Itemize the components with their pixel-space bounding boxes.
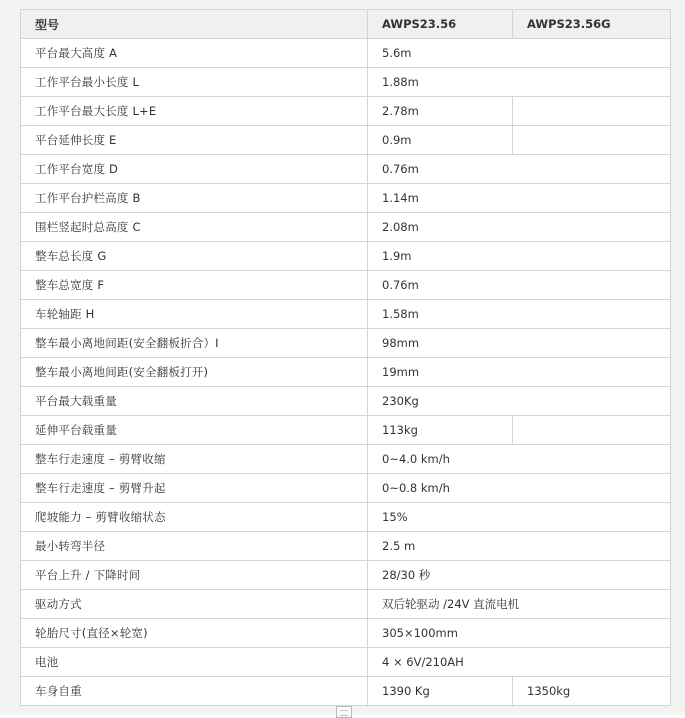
spec-value: 双后轮驱动 /24V 直流电机	[368, 590, 671, 619]
spec-value: 5.6m	[368, 39, 671, 68]
broken-image-icon	[336, 706, 352, 718]
spec-value: 1.9m	[368, 242, 671, 271]
table-row	[21, 590, 671, 619]
spec-value: 0.76m	[368, 271, 671, 300]
table-row	[21, 300, 671, 329]
spec-label: 工作平台护栏高度 B	[21, 184, 368, 213]
spec-label: 整车行走速度 – 剪臂收缩	[21, 445, 368, 474]
spec-value: 1.14m	[368, 184, 671, 213]
spec-label: 平台最大载重量	[21, 387, 368, 416]
table-row	[21, 358, 671, 387]
spec-value: 2.5 m	[368, 532, 671, 561]
spec-value: 1350kg	[513, 677, 671, 706]
spec-value: 1.88m	[368, 68, 671, 97]
table-row	[21, 39, 671, 68]
spec-value	[513, 416, 671, 445]
table-row	[21, 329, 671, 358]
spec-value: 2.08m	[368, 213, 671, 242]
spec-label: 工作平台宽度 D	[21, 155, 368, 184]
spec-value: 1390 Kg	[368, 677, 513, 706]
spec-value: 15%	[368, 503, 671, 532]
spec-value: 98mm	[368, 329, 671, 358]
spec-label: 平台上升 / 下降时间	[21, 561, 368, 590]
table-row	[21, 503, 671, 532]
spec-label: 驱动方式	[21, 590, 368, 619]
header-model-1: AWPS23.56	[368, 10, 513, 39]
spec-value: 305×100mm	[368, 619, 671, 648]
spec-label: 车身自重	[21, 677, 368, 706]
table-row	[21, 416, 671, 445]
spec-label: 工作平台最小长度 L	[21, 68, 368, 97]
spec-label: 轮胎尺寸(直径×轮宽)	[21, 619, 368, 648]
table-row	[21, 677, 671, 706]
table-row	[21, 155, 671, 184]
spec-label: 平台延伸长度 E	[21, 126, 368, 155]
spec-value	[513, 126, 671, 155]
spec-label: 工作平台最大长度 L+E	[21, 97, 368, 126]
spec-label: 整车行走速度 – 剪臂升起	[21, 474, 368, 503]
spec-label: 整车总长度 G	[21, 242, 368, 271]
table-row	[21, 242, 671, 271]
header-model-2: AWPS23.56G	[513, 10, 671, 39]
table-row	[21, 474, 671, 503]
table-row	[21, 619, 671, 648]
spec-label: 整车最小离地间距(安全翻板打开)	[21, 358, 368, 387]
table-row	[21, 184, 671, 213]
spec-value: 28/30 秒	[368, 561, 671, 590]
spec-value: 0.76m	[368, 155, 671, 184]
spec-label: 最小转弯半径	[21, 532, 368, 561]
table-header-row	[21, 10, 671, 39]
header-model-label: 型号	[21, 10, 368, 39]
table-row	[21, 271, 671, 300]
table-row	[21, 445, 671, 474]
table-row	[21, 387, 671, 416]
spec-label: 围栏竖起时总高度 C	[21, 213, 368, 242]
table-row	[21, 561, 671, 590]
spec-label: 爬坡能力 – 剪臂收缩状态	[21, 503, 368, 532]
spec-value: 230Kg	[368, 387, 671, 416]
spec-label: 车轮轴距 H	[21, 300, 368, 329]
spec-value: 19mm	[368, 358, 671, 387]
table-row	[21, 68, 671, 97]
spec-label: 延伸平台载重量	[21, 416, 368, 445]
spec-value: 0~0.8 km/h	[368, 474, 671, 503]
spec-label: 整车最小离地间距(安全翻板折合）I	[21, 329, 368, 358]
spec-value: 113kg	[368, 416, 513, 445]
spec-value: 4 × 6V/210AH	[368, 648, 671, 677]
spec-table-body	[21, 39, 671, 706]
spec-value: 2.78m	[368, 97, 513, 126]
table-row	[21, 126, 671, 155]
table-row	[21, 648, 671, 677]
spec-label: 电池	[21, 648, 368, 677]
spec-value: 0.9m	[368, 126, 513, 155]
spec-value: 0~4.0 km/h	[368, 445, 671, 474]
spec-label: 平台最大高度 A	[21, 39, 368, 68]
table-row	[21, 213, 671, 242]
spec-table	[20, 9, 671, 706]
spec-label: 整车总宽度 F	[21, 271, 368, 300]
table-row	[21, 532, 671, 561]
spec-value	[513, 97, 671, 126]
table-row	[21, 97, 671, 126]
spec-value: 1.58m	[368, 300, 671, 329]
